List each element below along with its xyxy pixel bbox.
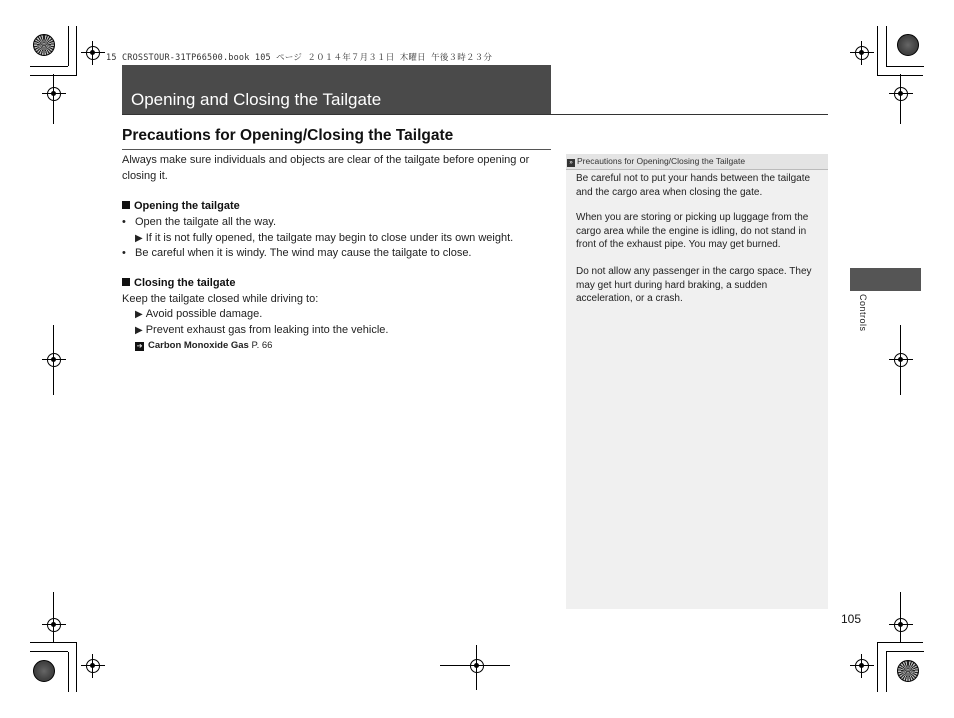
registration-mark-icon [894, 618, 908, 632]
intro-paragraph: Always make sure individuals and objects are clear of the tailgate before opening or closing it. [122, 154, 530, 182]
triangle-arrow-icon: ▶ [135, 233, 143, 244]
cross-reference-link[interactable]: ➔ Carbon Monoxide Gas P. 66 [136, 340, 273, 351]
sidebar-paragraph-3: Do not allow any passenger in the cargo space. They may get hurt during hard braking, a sudden acceleration, or a crash. [576, 266, 812, 304]
bullet-icon: • [122, 216, 126, 228]
sidebar-header-text: » Precautions for Opening/Closing the Tailgate [567, 156, 745, 167]
square-bullet-icon [122, 201, 130, 209]
reference-arrow-icon: ➔ [136, 343, 143, 350]
bullet-icon: • [122, 247, 126, 259]
title-divider [122, 114, 828, 115]
opening-bullet-1: • Open the tailgate all the way. [122, 215, 552, 231]
registration-mark-icon [47, 353, 61, 367]
registration-mark-icon [47, 618, 61, 632]
registration-mark-icon [855, 659, 869, 673]
registration-mark-icon [470, 659, 484, 673]
registration-mark-icon [86, 659, 100, 673]
starburst-mark-icon [33, 34, 55, 56]
closing-item-2: ▶ Prevent exhaust gas from leaking into the vehicle. [135, 324, 389, 336]
triangle-arrow-icon: ▶ [135, 309, 143, 320]
registration-mark-icon [894, 353, 908, 367]
registration-mark-icon [86, 46, 100, 60]
opening-bullet-2: • Be careful when it is windy. The wind may cause the tailgate to close. [122, 246, 552, 262]
chapter-tab [850, 268, 921, 291]
opening-heading: Opening the tailgate [122, 200, 240, 212]
sidebar-paragraph-1: Be careful not to put your hands between the tailgate and the cargo area when closing the gate. [576, 173, 811, 198]
file-info: 15 CROSSTOUR-31TP66500.book 105 ページ ２０１４年７月３１日 木曜日 午後３時２３分 [106, 53, 493, 63]
chapter-tab-label: Controls [858, 294, 868, 332]
closing-heading: Closing the tailgate [122, 277, 235, 289]
page-number: 105 [841, 612, 862, 626]
registration-mark-icon [894, 87, 908, 101]
triangle-arrow-icon: ▶ [135, 325, 143, 336]
section-heading: Precautions for Opening/Closing the Tailgate [122, 127, 454, 144]
square-bullet-icon [122, 278, 130, 286]
section-divider [122, 149, 551, 150]
sidebar-paragraph-2: When you are storing or picking up luggage from the cargo area while the engine is idling, do not stand in front of the exhaust pipe. You may get burned. [576, 212, 809, 250]
color-patch-icon [33, 660, 55, 682]
closing-item-1: ▶ Avoid possible damage. [135, 308, 263, 320]
registration-mark-icon [855, 46, 869, 60]
opening-bullet-1-note: ▶ If it is not fully opened, the tailgate may begin to close under its own weight. [135, 232, 514, 244]
double-chevron-icon: » [567, 159, 575, 167]
starburst-mark-icon [897, 660, 919, 682]
page-title: Opening and Closing the Tailgate [131, 90, 382, 109]
color-patch-icon [897, 34, 919, 56]
registration-mark-icon [47, 87, 61, 101]
closing-intro: Keep the tailgate closed while driving to: [122, 293, 319, 305]
